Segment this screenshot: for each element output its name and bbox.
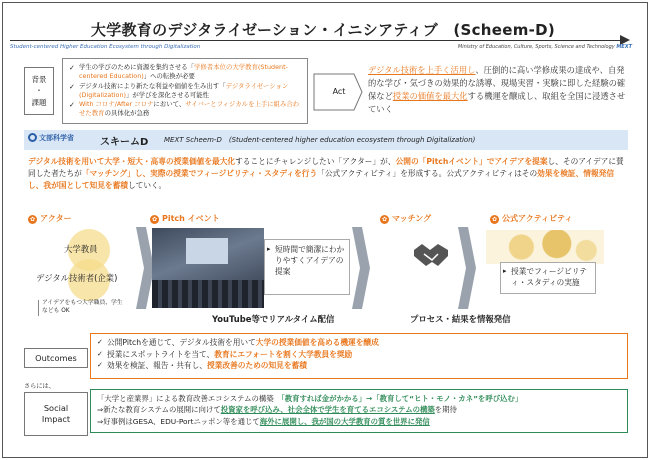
social-line xyxy=(97,416,621,427)
highlight-text: 大学の授業価値を高める機運を醸成 xyxy=(255,338,379,347)
text: の具体化が急務 xyxy=(104,109,150,118)
heading-text: Pitch イベント xyxy=(162,214,220,223)
gear-icon: ✿ xyxy=(29,216,36,223)
mext-logo-text: 文部科学省 xyxy=(39,134,74,142)
text: 「公式アクティビティ」を形成する。公式アクティビティはその xyxy=(317,168,538,178)
actor-engineer: デジタル技術者(企業) xyxy=(36,273,118,283)
social-label-line2: Impact xyxy=(41,414,71,424)
heading-text: マッチング xyxy=(392,214,432,223)
intro-paragraph xyxy=(28,156,628,192)
social-impact-box xyxy=(90,389,628,433)
highlight-text: 「教育すれば金がかかる」→「教育して“ヒト・モノ・カネ”を呼び込む」 xyxy=(281,394,523,403)
pitch-event-photo xyxy=(152,228,264,308)
official-activity-heading xyxy=(490,213,572,224)
text: 授業にスポットライトを当て、 xyxy=(107,349,215,359)
social-label-line1: Social xyxy=(43,402,69,413)
text: デジタル技術により新たな利益や価値を生み出す「 xyxy=(79,81,226,90)
mext-emblem-icon xyxy=(28,133,37,142)
text: 学生の学びのために資源を集約させる「 xyxy=(79,63,195,71)
outcome-item xyxy=(97,360,621,372)
highlight-text: 効果を検証、情報発信し、我が国として知見を蓄積 xyxy=(28,168,615,190)
text: 、圧倒的に高い学修成果の達成や、自発的な学び・気づきの効果的な誘導、現場実習・実験に即した経験の確保など xyxy=(368,65,626,101)
highlight-text: デジタル技術を上手く活用し xyxy=(368,65,476,75)
background-label-line1: 背景 xyxy=(31,75,47,85)
heading-text: 公式アクティビティ xyxy=(502,214,573,223)
scheem-d-description: MEXT Scheem-D (Student-centered higher education ecosystem through Digitalization) xyxy=(164,136,476,144)
text: 」が学びを深化させる可能性 xyxy=(126,90,210,99)
act-label: Act xyxy=(332,86,346,96)
background-label-line3: 課題 xyxy=(31,97,47,107)
highlight-text: デジタル技術を用いて大学・短大・高専の授業価値を最大化 xyxy=(28,157,236,166)
text: 」への転換が必要 xyxy=(143,72,195,81)
mext-logo xyxy=(28,133,74,143)
handshake-icon xyxy=(412,236,450,274)
gear-icon: ✿ xyxy=(151,216,158,223)
mext-brand: MEXT xyxy=(616,44,632,50)
highlight-text: 公開の「Pitchイベント」でアイデアを提案 xyxy=(395,157,548,166)
text: する機運を醸成し、取組を全国に浸透させていく xyxy=(368,90,626,114)
youtube-label: YouTube等でリアルタイム配信 xyxy=(212,314,335,324)
text: 公開Pitchを通じて、デジタル技術を用いて xyxy=(107,338,256,347)
matching-heading xyxy=(380,213,431,224)
gear-icon: ✿ xyxy=(381,216,388,223)
chevron-right-icon xyxy=(458,227,476,309)
background-label-line2: ・ xyxy=(35,86,43,96)
text: ⇒好事例はGESA、EDU-Portニッポン等を通じて xyxy=(97,416,260,426)
social-impact-label xyxy=(24,392,88,436)
text: において、 xyxy=(153,100,186,109)
outcomes-box xyxy=(90,333,628,379)
text: を期待 xyxy=(434,405,457,415)
projector-screen xyxy=(186,238,228,264)
outcomes-label: Outcomes xyxy=(24,348,88,368)
text: していく。 xyxy=(127,180,167,190)
highlight-text: 教育にエフォートを割く大学教員を奨励 xyxy=(214,349,353,359)
celebration-image xyxy=(486,230,604,264)
background-label xyxy=(24,67,54,115)
background-item xyxy=(69,82,302,101)
ministry-label xyxy=(458,44,632,50)
pitch-description: ▸ 短時間で簡潔にわかりやすくアイデアの提案 xyxy=(264,239,350,295)
subtitle-english: Student-centered Higher Education Ecosystem through Digitalization xyxy=(10,44,201,50)
outcome-item xyxy=(97,337,621,349)
gear-icon: ✿ xyxy=(491,216,498,223)
chevron-right-icon xyxy=(352,227,370,309)
highlight-text: 授業改善のための知見を蓄積 xyxy=(206,361,307,371)
process-label: プロセス・結果を情報発信 xyxy=(410,314,511,324)
actor-heading xyxy=(28,213,72,224)
background-box xyxy=(62,58,308,124)
highlight-text: サイバーとフィジカルを上手に組み合わせた教育 xyxy=(79,100,300,118)
heading-text: アクター xyxy=(40,214,72,223)
highlight-text: With コロナ/After コロナ xyxy=(79,100,154,109)
background-item xyxy=(69,63,302,82)
page-title: 大学教育のデジタライゼーション・イニシアティブ (Scheem-D) xyxy=(90,21,556,39)
text: ⇒新たな教育システムの展開に向けて xyxy=(97,405,221,415)
highlight-text: 投資家を呼び込み、社会全体で学生を育てるエコシステムの構築 xyxy=(220,405,435,415)
highlight-text: デジタライゼーション(Digitalization) xyxy=(79,81,289,99)
highlight-text: 海外に展開し、我が国の大学教育の質を世界に発信 xyxy=(259,416,430,426)
official-activity-description: ▸ 授業でフィージビリティ・スタディの実施 xyxy=(500,262,596,294)
text: することにチャレンジしたい「アクター」が、 xyxy=(235,157,396,166)
text: 効果を検証、報告・共有し、 xyxy=(107,361,207,371)
scheem-d-name: スキームD xyxy=(100,137,149,148)
ministry-name: Ministry of Education, Culture, Sports, Science and Technology xyxy=(457,44,615,50)
text: 「大学と産業界」による教育改善エコシステムの構築 xyxy=(97,394,282,403)
text: し、そのアイデアに賛同した者たちが xyxy=(28,157,624,178)
background-item xyxy=(69,100,302,119)
actor-note: アイデアをもつ大学職員、学生なども OK xyxy=(38,300,128,316)
highlight-text: 「マッチング」し、実際の授業でフィージビリティ・スタディを行う xyxy=(81,168,318,178)
act-text xyxy=(368,64,630,115)
outcome-item xyxy=(97,349,621,361)
highlight-text: 授業の価値を最大化 xyxy=(392,90,468,101)
highlight-text: 学修者本位の大学教育(Student-centered Education) xyxy=(79,63,288,81)
social-line xyxy=(97,393,621,404)
audience xyxy=(152,280,264,308)
furthermore-label: さらには、 xyxy=(24,383,55,390)
pitch-heading xyxy=(150,213,220,224)
actor-faculty: 大学教員 xyxy=(64,244,98,254)
social-line xyxy=(97,404,621,415)
